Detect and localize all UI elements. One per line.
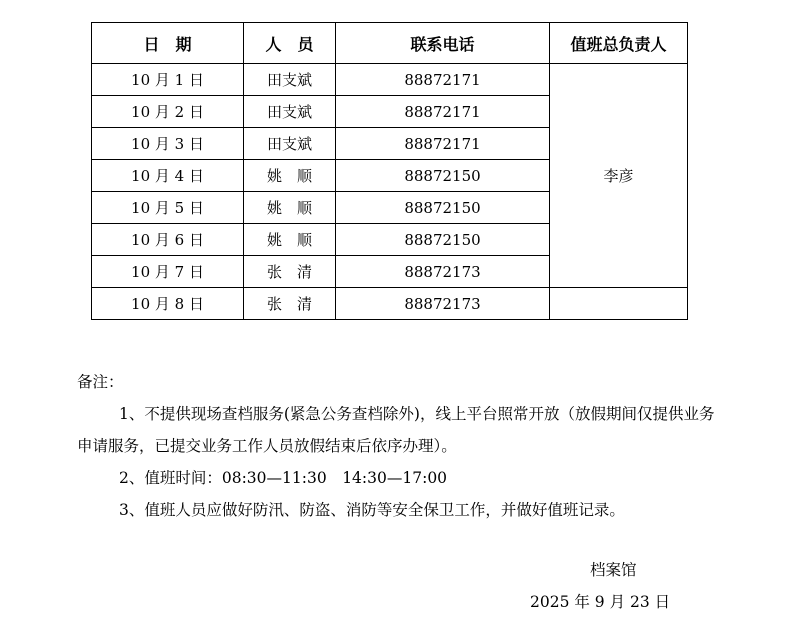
signature-block <box>530 554 690 618</box>
cell-person: 张 清 <box>244 288 336 320</box>
header-lead: 值班总负责人 <box>550 23 688 64</box>
note-item-2: 2、值班时间：08:30—11:30 14:30—17:00 <box>119 469 448 487</box>
cell-phone: 88872150 <box>336 224 550 256</box>
notes-section <box>77 366 717 526</box>
cell-person: 姚 顺 <box>244 224 336 256</box>
notes-title: 备注： <box>77 373 124 391</box>
table-row <box>92 64 688 96</box>
cell-person: 姚 顺 <box>244 160 336 192</box>
cell-phone: 88872173 <box>336 256 550 288</box>
cell-lead: 李彦 <box>550 64 688 288</box>
signature-org: 档案馆 <box>590 561 637 579</box>
note-item-3: 3、值班人员应做好防汛、防盗、消防等安全保卫工作，并做好值班记录。 <box>119 501 625 519</box>
cell-phone: 88872171 <box>336 128 550 160</box>
cell-date: 10 月 5 日 <box>92 192 244 224</box>
signature-date: 2025 年 9 月 23 日 <box>530 593 671 611</box>
cell-phone: 88872150 <box>336 160 550 192</box>
cell-person: 田支斌 <box>244 96 336 128</box>
cell-date: 10 月 2 日 <box>92 96 244 128</box>
cell-phone: 88872171 <box>336 96 550 128</box>
header-phone: 联系电话 <box>336 23 550 64</box>
cell-person: 张 清 <box>244 256 336 288</box>
cell-date: 10 月 1 日 <box>92 64 244 96</box>
cell-date: 10 月 7 日 <box>92 256 244 288</box>
cell-person: 田支斌 <box>244 64 336 96</box>
cell-date: 10 月 3 日 <box>92 128 244 160</box>
cell-phone: 88872171 <box>336 64 550 96</box>
cell-phone: 88872150 <box>336 192 550 224</box>
note-item-1: 1、不提供现场查档服务(紧急公务查档除外)，线上平台照常开放（放假期间仅提供业务申请服务，已提交业务工作人员放假结束后依序办理）。 <box>77 405 715 455</box>
cell-person: 田支斌 <box>244 128 336 160</box>
cell-phone: 88872173 <box>336 288 550 320</box>
duty-schedule-table <box>91 22 688 320</box>
table-header-row <box>92 23 688 64</box>
header-date: 日 期 <box>92 23 244 64</box>
cell-person: 姚 顺 <box>244 192 336 224</box>
table-row <box>92 288 688 320</box>
cell-date: 10 月 8 日 <box>92 288 244 320</box>
cell-date: 10 月 6 日 <box>92 224 244 256</box>
cell-date: 10 月 4 日 <box>92 160 244 192</box>
header-person: 人 员 <box>244 23 336 64</box>
cell-lead-empty <box>550 288 688 320</box>
